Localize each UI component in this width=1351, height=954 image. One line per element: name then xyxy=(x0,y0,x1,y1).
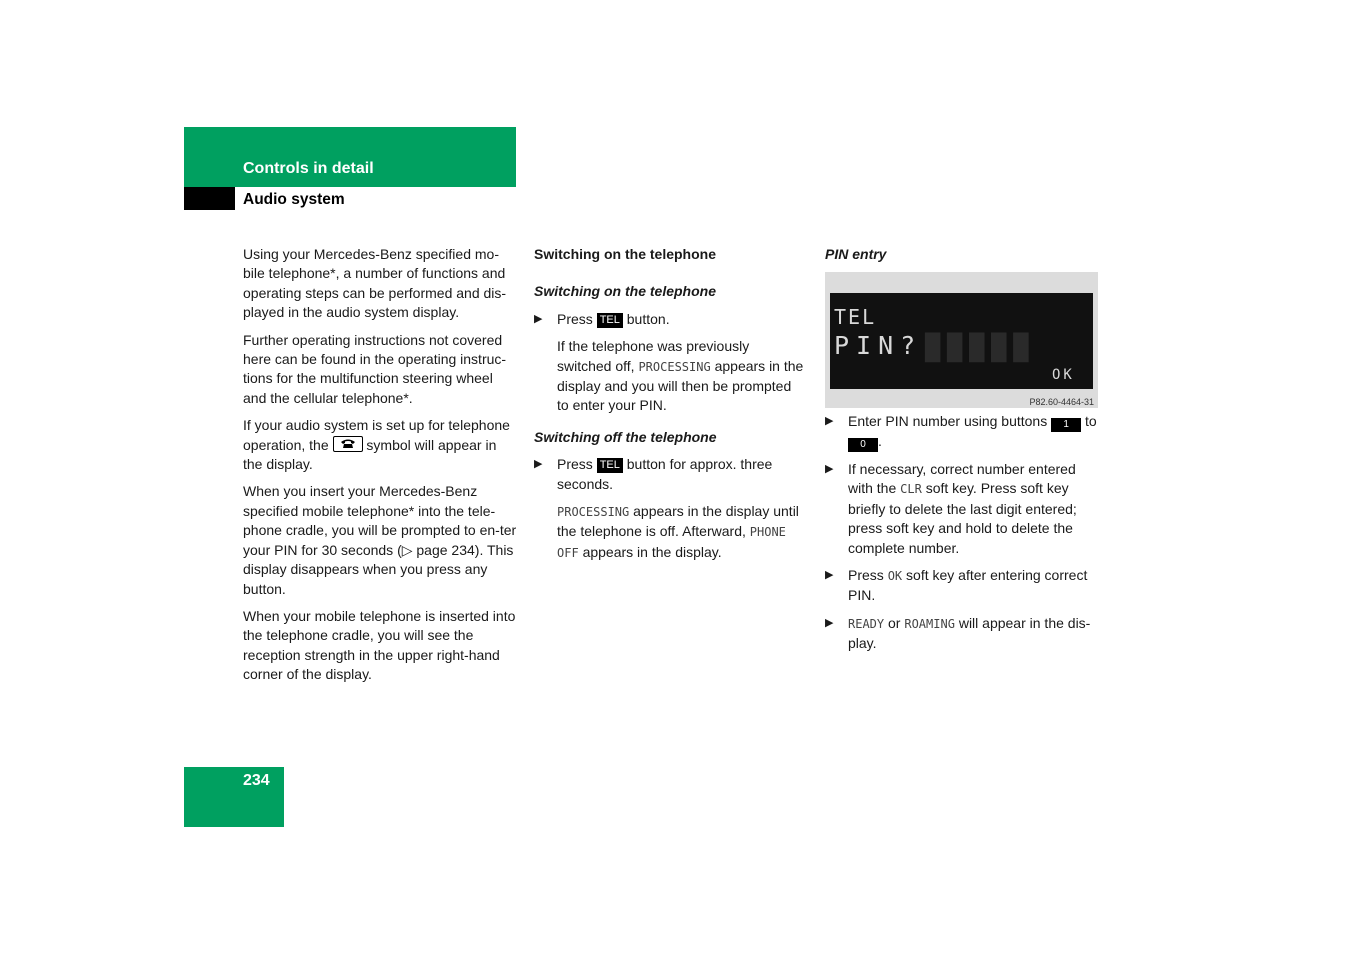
bullet-arrow-icon: ▶ xyxy=(534,458,543,471)
lcd-line-1: TEL xyxy=(834,305,877,329)
text: If the telephone was previously switched off, xyxy=(557,338,750,374)
text: If necessary, correct number entered with the xyxy=(848,461,1076,497)
header-marker xyxy=(184,187,235,210)
text: appears in the display. xyxy=(582,543,722,560)
text: appears in the display until the telephone is off. Afterward, xyxy=(557,503,799,540)
paragraph xyxy=(243,416,518,474)
column-intro xyxy=(243,245,518,693)
subheading-on: Switching on the telephone xyxy=(534,283,716,300)
step-confirm-pin xyxy=(825,566,1100,606)
subsection-title: Audio system xyxy=(243,191,345,208)
text: Press xyxy=(848,567,884,584)
text: . xyxy=(878,433,882,449)
display-text: ROAMING xyxy=(904,616,955,631)
column-switching xyxy=(534,245,806,571)
bullet-arrow-icon: ▶ xyxy=(825,463,834,475)
note-on xyxy=(534,337,806,416)
text: button for approx. three seconds. xyxy=(557,456,773,492)
pin-steps xyxy=(825,412,1100,662)
subheading-off: Switching off the telephone xyxy=(534,428,717,445)
text: Press xyxy=(557,310,593,327)
text: Press xyxy=(557,456,593,473)
step-ready xyxy=(825,614,1100,654)
key-0-icon: 0 xyxy=(848,438,878,452)
header-bar xyxy=(184,127,516,187)
paragraph: Further operating instructions not covered here can be found in the operating instruc-tions for the multifunction steering wheel and the cellular telephone*. xyxy=(243,331,507,406)
display-text: PROCESSING xyxy=(638,359,711,374)
step-enter-pin xyxy=(825,412,1100,452)
display-text: CLR xyxy=(900,482,922,497)
text: button. xyxy=(626,310,670,327)
column-pin xyxy=(825,245,1100,272)
paragraph: Using your Mercedes-Benz specified mo-bile telephone*, a number of functions and operating steps can be performed and dis-played in the audio system display. xyxy=(243,246,507,321)
heading-pin-entry: PIN entry xyxy=(825,246,887,262)
bullet-arrow-icon: ▶ xyxy=(825,616,834,629)
text: appears in the display and you will then be prompted to enter your PIN. xyxy=(557,357,804,414)
lcd-ghost-segments: █████ xyxy=(925,333,1036,362)
step-switch-off xyxy=(534,455,806,494)
lcd-screen xyxy=(830,293,1093,389)
bullet-arrow-icon: ▶ xyxy=(825,569,834,582)
text: If your audio system is set up for telephone operation, the xyxy=(243,417,510,453)
tel-key-icon: TEL xyxy=(597,458,623,473)
paragraph: When you insert your Mercedes-Benz specified mobile telephone* into the tele-phone cradle, you will be prompted to en-ter your PIN for 30 seconds (▷ page 234). This display disappears when you press any button. xyxy=(243,483,517,597)
display-text: READY xyxy=(848,616,885,631)
text: symbol will appear in the display. xyxy=(243,436,497,473)
step-correct-pin xyxy=(825,460,1100,558)
text: to xyxy=(1085,413,1097,429)
bullet-arrow-icon: ▶ xyxy=(534,312,543,325)
telephone-symbol-icon xyxy=(333,436,363,452)
text: Enter PIN number using buttons xyxy=(848,413,1048,429)
text: soft key. Press soft key briefly to delete the last digit entered; press soft key and hold to delete the complete number. xyxy=(848,480,1077,556)
figure-code: P82.60-4464-31 xyxy=(1029,397,1094,407)
lcd-softkey-ok: OK xyxy=(1052,367,1075,383)
text: soft key after entering correct PIN. xyxy=(848,567,1088,604)
display-text: PHONE OFF xyxy=(557,525,786,560)
key-1-icon: 1 xyxy=(1051,418,1081,432)
heading: Switching on the telephone xyxy=(534,246,716,262)
display-text: OK xyxy=(887,569,903,584)
text: will appear in the dis-play. xyxy=(848,614,1091,652)
bullet-arrow-icon: ▶ xyxy=(825,415,834,427)
tel-key-icon: TEL xyxy=(597,313,623,328)
page-number: 234 xyxy=(243,772,270,789)
display-figure xyxy=(825,272,1098,408)
section-title: Controls in detail xyxy=(243,160,374,177)
paragraph: When your mobile telephone is inserted into the telephone cradle, you will see the reception strength in the upper right-hand corner of the display. xyxy=(243,607,516,683)
lcd-line-2: PIN? xyxy=(834,331,923,360)
step-switch-on xyxy=(534,310,806,329)
text: or xyxy=(888,614,901,631)
note-off xyxy=(534,502,806,563)
display-text: PROCESSING xyxy=(557,505,630,520)
